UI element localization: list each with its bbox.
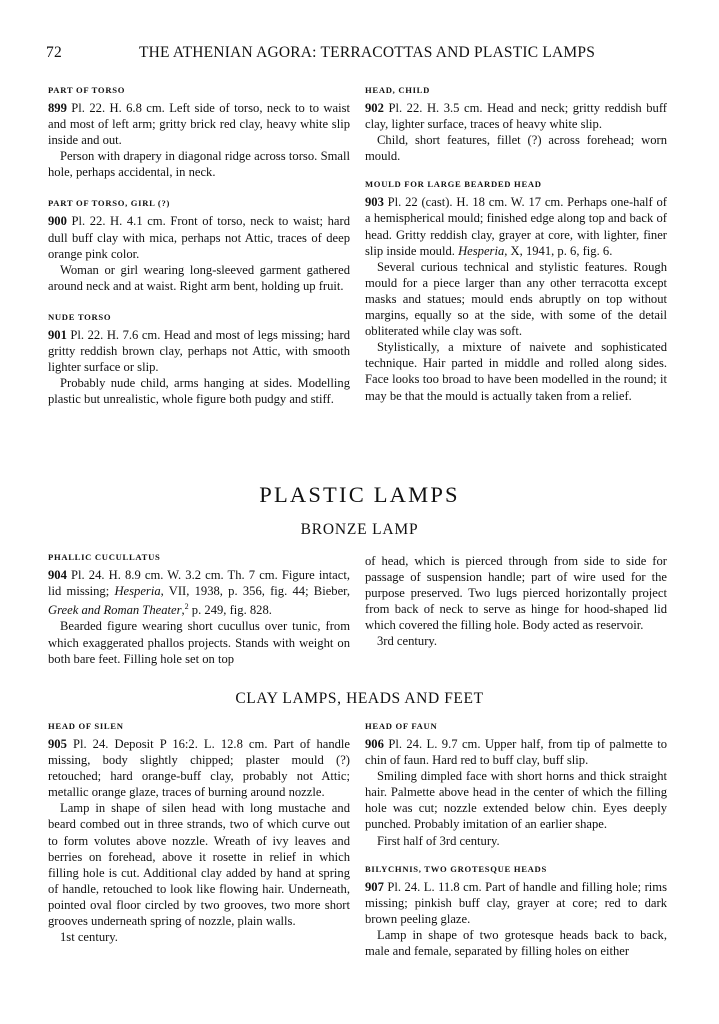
entry-label: HEAD, CHILD [365, 85, 430, 95]
catalog-entry-900 [48, 197, 350, 293]
entry-number: 907 [365, 879, 384, 894]
catalog-entry-905 [48, 720, 350, 945]
entry-number: 902 [365, 101, 384, 115]
entry-commentary: Probably nude child, arms hanging at sides. Modelling plastic but unrealistic, whole figure both pudgy and stiff. [48, 376, 350, 407]
entry-number: 901 [48, 327, 67, 342]
catalog-entry-903 [365, 178, 667, 403]
entry-label: HEAD OF SILEN [48, 721, 124, 731]
entry-description [48, 736, 350, 800]
catalog-entry-907 [365, 863, 667, 959]
entry-description: 904 Pl. 24. H. 8.9 cm. W. 3.2 cm. Th. 7 cm. Figure intact, lid missing; Hesperia, VII, 1938, p. 356, fig. 44; Bieber, Greek and Roman Theater,$^2$ p. 249, fig. 828. [48, 568, 351, 618]
entry-number: 903 [365, 195, 384, 210]
subsection-title-bronze: BRONZE LAMP [300, 521, 419, 538]
entry-label: BILYCHNIS, TWO GROTESQUE HEADS [365, 863, 547, 874]
entry-description-text: Pl. 24. L. 9.7 cm. Upper half, from tip of palmette to chin of faun. Hard red to buff clay, buff slip. [365, 737, 667, 768]
entry-description-text: Pl. 24. H. 8.9 cm. W. 3.2 cm. Th. 7 cm. Figure intact, lid missing; [48, 568, 350, 599]
entry-commentary-continued: of head, which is pierced through from side to side for passage of suspension handle; part of wire used for the purpose preserved. Two lugs pierced horizontally project from back of neck to serve as hinge for hood-shaped lid which covered the filling hole. Body acted as reservoir. [365, 554, 667, 633]
edition-superscript: 2 [184, 602, 189, 612]
bottom-left-column [48, 720, 350, 945]
running-head [46, 44, 668, 66]
bronze-lamp-right-column [365, 553, 667, 650]
entry-number: 899 [48, 101, 67, 115]
entry-label: MOULD FOR LARGE BEARDED HEAD [365, 179, 542, 190]
catalog-entry-901 [48, 311, 350, 407]
journal-reference: , VII, 1938, p. 356, fig. 44; Bieber, [160, 584, 351, 599]
entry-commentary: Stylistically, a mixture of naivete and sophisticated technique. Hair parted in middle and rolled along sides. Face looks too broad to have been modelled in the round; it may be that the mould is actually taken from a relief. [365, 340, 667, 403]
entry-label: PHALLIC CUCULLATUS [48, 552, 161, 562]
journal-title: Hesperia [114, 584, 161, 599]
entry-commentary: Person with drapery in diagonal ridge across torso. Small hole, perhaps accidental, in neck. [48, 149, 350, 180]
entry-description [365, 100, 667, 132]
entry-commentary: Several curious technical and stylistic features. Rough mould for a piece larger than any other terracotta except masks and statues; mould ends abruptly on top without margins, equally so at the side, with some of the detail obliterated while clay was soft. [365, 259, 667, 339]
entry-description [365, 879, 667, 927]
entry-label: PART OF TORSO [48, 85, 126, 95]
entry-description [365, 736, 667, 768]
entry-commentary: Lamp in shape of two grotesque heads back to back, male and female, separated by filling holes on either [365, 927, 667, 959]
entry-description-text: Pl. 24. L. 11.8 cm. Part of handle and filling hole; rims missing; pinkish buff clay, grayer at core; red to dark brown peeling glaze. [365, 879, 668, 926]
entry-description-text: Pl. 22. H. 3.5 cm. Head and neck; gritty reddish buff clay, lighter surface, traces of heavy white slip. [365, 101, 667, 132]
bronze-lamp-left-column [48, 551, 350, 667]
entry-number: 906 [365, 737, 384, 751]
entry-number: 900 [48, 214, 67, 229]
entry-description-text: Pl. 22. H. 4.1 cm. Front of torso, neck to waist; hard dull buff clay with mica, perhaps not Attic, traces of deep orange pink color. [48, 214, 350, 261]
entry-commentary: Smiling dimpled face with short horns and thick straight hair. Palmette above head in the center of which the filling hole was cut; nozzle extended below chin. Eyes deeply punched. Probably imitation of an earlier shape. [365, 769, 667, 832]
entry-description-text: Pl. 22. H. 6.8 cm. Left side of torso, neck to to waist and most of left arm; gritty brick red clay, heavy white slip inside and out. [48, 101, 350, 148]
entry-label: PART OF TORSO, GIRL (?) [48, 198, 171, 209]
entry-date: 1st century. [60, 930, 118, 945]
journal-title: Hesperia [458, 243, 505, 258]
bottom-right-column [365, 720, 667, 959]
entry-description [48, 327, 350, 375]
entry-description [48, 100, 350, 148]
entry-description-text: Pl. 24. Deposit P 16:2. L. 12.8 cm. Part of handle missing, body slightly chipped; plaster mould (?) retouched; hard orange-buff clay, probably not Attic; metallic orange glaze, traces of burning around nozzle. [48, 737, 351, 800]
entry-commentary: Bearded figure wearing short cucullus over tunic, from which exaggerated phallos projects. Stands with weight on both bare feet. Filling hole set on top [48, 619, 350, 666]
book-reference: p. 249, fig. 828. [188, 603, 272, 618]
journal-reference: , X, 1941, p. 6, fig. 6. [504, 243, 613, 258]
catalog-entry-899 [48, 84, 350, 180]
entry-number: 904 [48, 568, 67, 582]
page-number: 72 [46, 44, 62, 61]
section-title: PLASTIC LAMPS [259, 482, 460, 507]
top-left-column [48, 84, 350, 424]
entry-commentary: Woman or girl wearing long-sleeved garment gathered around neck and at waist. Right arm bent, holding up fruit. [48, 262, 350, 293]
entry-description-text: Pl. 22. H. 7.6 cm. Head and most of legs missing; hard gritty reddish brown clay, perhaps not Attic, with smooth lighter surface or slip. [48, 327, 350, 375]
entry-number: 905 [48, 737, 67, 751]
entry-description-text: Pl. 22 (cast). H. 18 cm. W. 17 cm. Perhaps one-half of a hemispherical mould; finished edge along top and back of head. Gritty reddish clay, grayer at core, with lighter, finer slip inside mould. [365, 195, 667, 258]
entry-commentary: Lamp in shape of silen head with long mustache and beard combed out in three strands, two of which curve out to form volutes above nozzle. Wreath of ivy leaves and berries on forehead, above it rosette in relief in which filling hole is cut. Additional clay added by hand at spring of handle, retouched to look like flowing hair. Underneath, pointed oval floor circled by two grooves, two more short grooves underneath spring of nozzle, plain walls. [48, 801, 350, 929]
top-right-column [365, 84, 667, 421]
entry-label: HEAD OF FAUN [365, 721, 438, 731]
entry-date: First half of 3rd century. [377, 833, 500, 848]
running-title: THE ATHENIAN AGORA: TERRACOTTAS AND PLASTIC LAMPS [138, 44, 596, 61]
book-title: Greek and Roman Theater [48, 603, 182, 618]
entry-label: NUDE TORSO [48, 311, 112, 322]
entry-description [48, 213, 350, 261]
subsection-title-clay: CLAY LAMPS, HEADS AND FEET [235, 690, 484, 707]
entry-commentary: Child, short features, fillet (?) across forehead; worn mould. [365, 133, 667, 164]
catalog-entry-906 [365, 720, 667, 849]
catalog-entry-904 [48, 551, 350, 667]
catalog-entry-902 [365, 84, 667, 164]
entry-date: 3rd century. [377, 634, 438, 649]
entry-description [365, 194, 667, 258]
